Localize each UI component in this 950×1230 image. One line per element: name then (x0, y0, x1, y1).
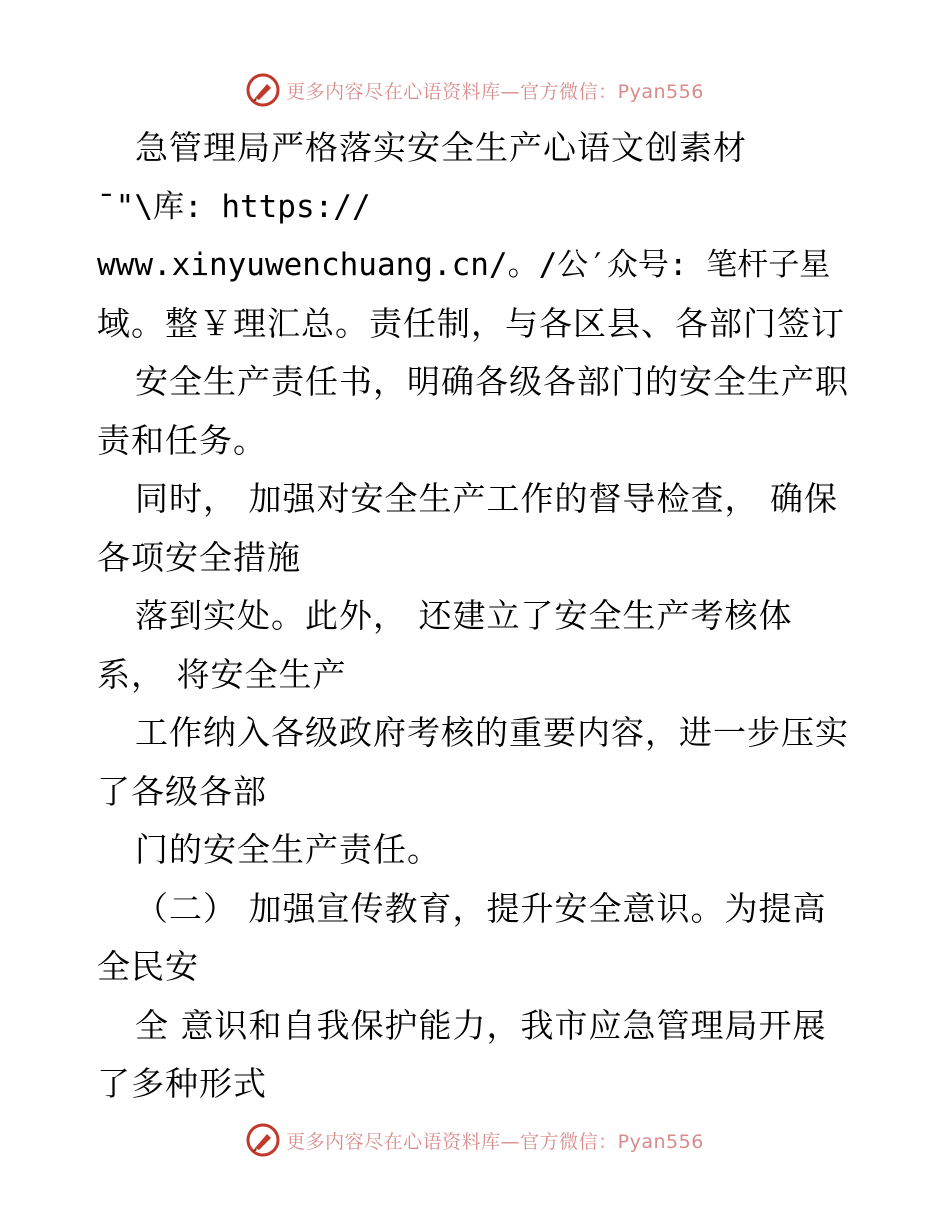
body-line: 门的安全生产责任。 (135, 830, 441, 869)
body-line: 工作纳入各级政府考核的重要内容，进一步压实 (135, 713, 849, 752)
body-line: 全 意识和自我保护能力，我市应急管理局开展 (135, 1005, 827, 1045)
footer-watermark (0, 1120, 950, 1160)
body-line: 系， 将安全生产 (97, 654, 347, 694)
body-line: 各项安全措施 (97, 537, 301, 577)
body-line: www.xinyuwenchuang.cn/。/公′众号: 笔杆子星 (97, 247, 831, 283)
body-line: 责和任务。 (97, 420, 267, 460)
header-watermark-text: 更多内容尽在心语资料库—官方微信：Pyan556 (286, 80, 704, 103)
body-line: ¯"\库: https:// (97, 188, 371, 225)
body-line: 了多种形式 (97, 1064, 267, 1103)
pen-logo-icon (246, 73, 280, 107)
body-line: 全民安 (97, 947, 199, 986)
body-line: 急管理局严格落实安全生产心语文创素材 (135, 128, 747, 167)
pen-logo-icon (246, 1123, 280, 1157)
body-line: 落到实处。此外， 还建立了安全生产考核体 (135, 596, 793, 635)
body-line: 域。整￥理汇总。责任制，与各区县、各部门签订 (97, 303, 845, 343)
document-body (97, 119, 857, 1114)
body-line: 同时， 加强对安全生产工作的督导检查， 确保 (135, 479, 838, 518)
body-line: 了各级各部 (97, 771, 267, 811)
header-watermark (0, 70, 950, 110)
body-line: 安全生产责任书，明确各级各部门的安全生产职 (135, 362, 849, 401)
footer-watermark-text: 更多内容尽在心语资料库—官方微信：Pyan556 (286, 1130, 704, 1153)
body-line: （二） 加强宣传教育，提升安全意识。为提高 (135, 888, 827, 928)
